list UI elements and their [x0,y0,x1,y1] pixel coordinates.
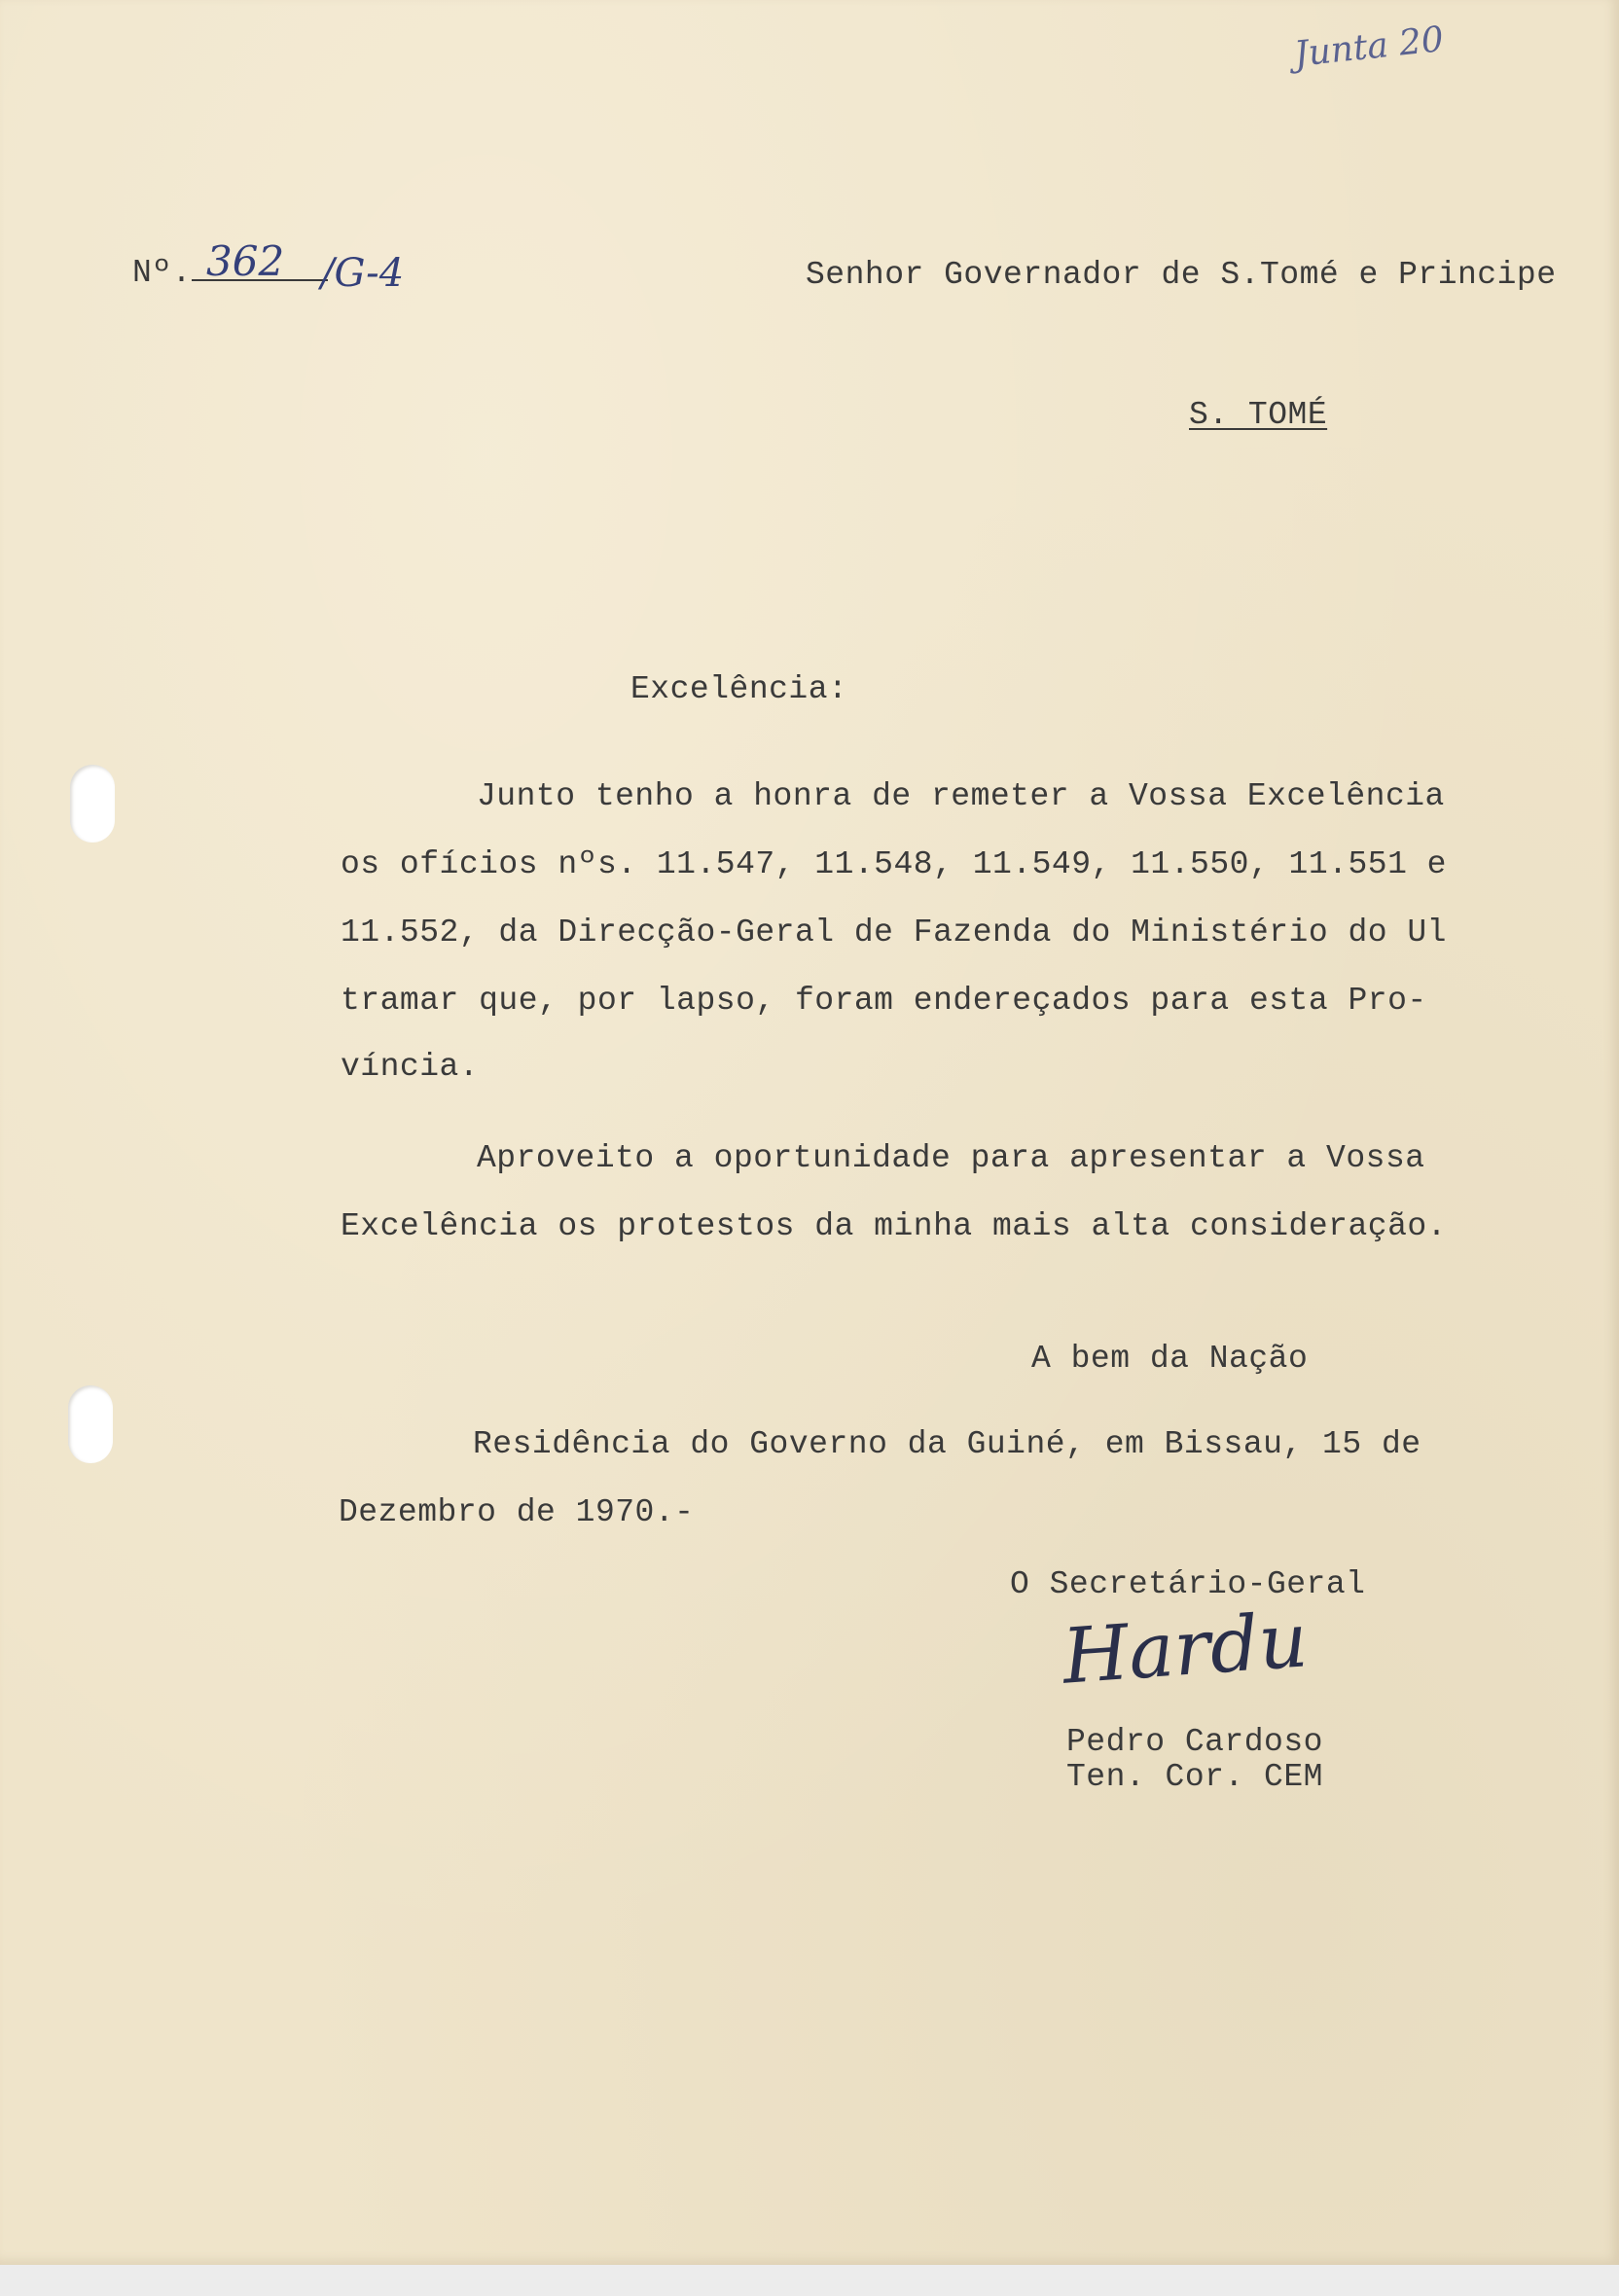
signature: Hardu [1060,1596,1311,1702]
scan-bottom-margin [0,2265,1619,2296]
punch-hole [70,765,115,843]
signatory-rank: Ten. Cor. CEM [1066,1759,1323,1795]
signatory-role: O Secretário-Geral [1010,1566,1366,1602]
reference-prefix: Nº. [132,255,192,291]
body-line: os ofícios nºs. 11.547, 11.548, 11.549, 11.550, 11.551 e [341,846,1447,882]
signatory-name: Pedro Cardoso [1066,1724,1323,1760]
body-line: 11.552, da Direcção-Geral de Fazenda do Ministério do Ul [341,915,1447,951]
addressee: Senhor Governador de S.Tomé e Principe [806,257,1557,293]
body-line: víncia. [341,1049,480,1085]
punch-hole [68,1385,113,1463]
place-date-line: Dezembro de 1970.- [339,1494,695,1530]
destination: S. TOMÉ [1189,397,1328,433]
place-date-line: Residência do Governo da Guiné, em Bissau, 15 de [473,1426,1421,1462]
closing: A bem da Nação [1031,1341,1309,1377]
reference-handwritten-number: 362 [206,237,285,285]
salutation: Excelência: [630,671,848,707]
corner-handwritten-note: Junta 20 [1292,19,1446,75]
body-line: Junto tenho a honra de remeter a Vossa Excelência [477,778,1445,814]
body-line: Aproveito a oportunidade para apresentar a Vossa [477,1140,1425,1176]
body-line: Excelência os protestos da minha mais alta consideração. [341,1208,1447,1244]
reference-handwritten-suffix: /G-4 [321,251,405,296]
body-line: tramar que, por lapso, foram endereçados para esta Pro- [341,983,1427,1019]
